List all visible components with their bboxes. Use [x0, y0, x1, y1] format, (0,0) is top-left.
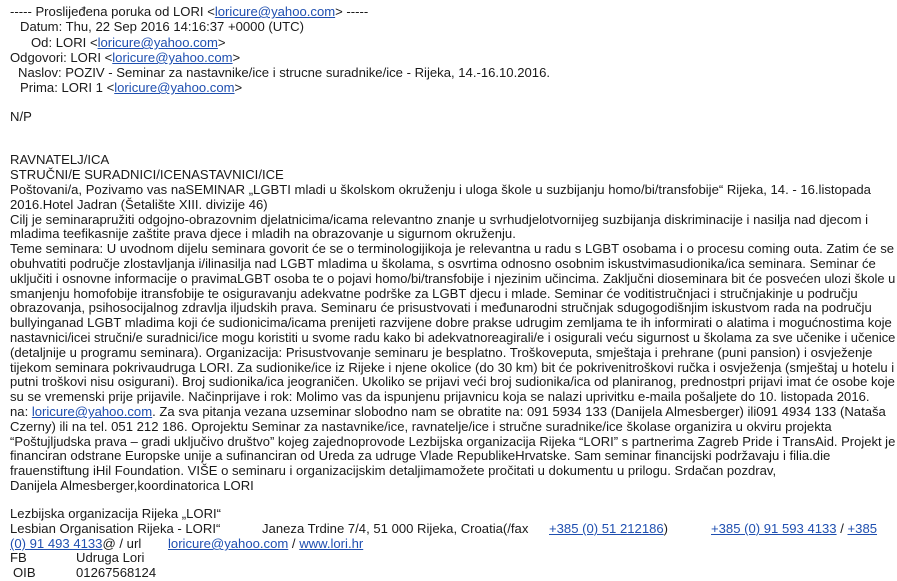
oib-label: OIB: [13, 565, 36, 580]
contact-email-link[interactable]: loricure@yahoo.com: [31, 404, 153, 419]
mobile-phone-link-2[interactable]: (0) 91 493 4133: [10, 536, 103, 551]
reply-prefix: Odgovori: LORI <: [10, 50, 113, 65]
body-line: putni troškovi nisu osigurani). Broj sudionika/ica jeograničen. Ukoliko se prijavi veći broj sudionika/ica od planiranog, prednostpri prijavi imat će osobe koje: [10, 374, 895, 389]
signature-org-en: Lesbian Organisation Rijeka - LORI“: [10, 521, 221, 536]
addressee-staff: STRUČNI/E SURADNICI/ICENASTAVNICI/ICE: [10, 167, 284, 182]
forward-prefix: ----- Proslijeđena poruka od LORI <: [10, 4, 215, 19]
reply-to-line: [10, 50, 240, 66]
body-line: frauenstiftung iHil Foundation. VIŠE o seminaru i organizacijskim detaljimamožete pročitati u dokumentu u prilogu. Srdačan pozdrav,: [10, 463, 777, 478]
body-line: su se vremenski prije prijavile. Načinprijave i rok: Molimo vas da ispunjenu prijavnicu koja se nalazi uprivitku e-maila pošaljete do 10. listopada 2016.: [10, 389, 870, 404]
date-line: Datum: Thu, 22 Sep 2016 14:16:37 +0000 (UTC): [20, 19, 304, 34]
oib-value: 01267568124: [76, 565, 157, 580]
body-line: nastavnici/icei stručni/e suradnici/ice mogu koristiti u svome radu kako bi adekvatnoreagirali/e i osigurali veću sigurnost u školama za sve učenike i učenice: [10, 330, 896, 345]
contact-suffix: . Za sva pitanja vezana uzseminar slobodno nam se obratite na: 091 5934 133 (Danijela Almesberger) ili091 4934 133 (Nataša: [152, 404, 886, 419]
body-line: Poštovani/a, Pozivamo vas naSEMINAR „LGBTI mladi u školskom okruženju i uloga škole u suzbijanju homo/bi/transfobije“ Rijeka, 14. - 16.listopada: [10, 182, 871, 197]
fax-suffix: ): [663, 521, 669, 536]
signature-org-hr: Lezbijska organizacija Rijeka „LORI“: [10, 506, 222, 521]
fax-phone-link[interactable]: +385 (0) 51 212186: [549, 521, 664, 536]
to-line: [20, 80, 242, 96]
fb-label: FB: [10, 550, 27, 565]
fb-value: Udruga Lori: [76, 550, 145, 565]
forward-header-line: [10, 4, 368, 20]
signature-mobile: [711, 521, 877, 537]
at-url-label: @ / url: [102, 536, 142, 551]
body-line: obrazovanja, psihosocijalnog zdravlja iljudskih prava. Seminaru će prisustvovati i međunarodni stručnjak sdugogodišnjim iskustvom rada na području: [10, 300, 872, 315]
body-line: Cilj je seminarapružiti odgojno-obrazovnim djelatnicima/icama relevantno znanje u svrhudjelotvornijeg suzbijanja diskriminacije i nasilja nad djecom i: [10, 212, 869, 227]
body-line: smanjenju homofobije itransfobije te osiguravanju adekvatne podrške za LGBT djecu i mlade. Seminar će voditistručnjaci i stručnjakinje u području: [10, 286, 858, 301]
body-line: Teme seminara: U uvodnom dijelu seminara govorit će se o terminologijikoja je relevantna u radu s LGBT osobama i o procesu coming outa. Zatim će se: [10, 241, 895, 256]
to-email-link[interactable]: loricure@yahoo.com: [114, 80, 235, 95]
from-email-link[interactable]: loricure@yahoo.com: [97, 35, 218, 50]
url-separator: /: [288, 536, 300, 551]
body-line: mladima teefikasnije zaštite prava djece i mladih na obrazovanje u sigurnom okruženju.: [10, 226, 516, 241]
forward-suffix: > -----: [335, 4, 369, 19]
contact-line: [10, 404, 886, 420]
subject-line: Naslov: POZIV - Seminar za nastavnike/ice i strucne suradnike/ice - Rijeka, 14.-16.10.2016.: [18, 65, 550, 80]
signature-web-line: [168, 536, 363, 552]
mobile-phone-link-2-prefix[interactable]: +385: [847, 521, 878, 536]
reply-email-link[interactable]: loricure@yahoo.com: [112, 50, 233, 65]
from-prefix: Od: LORI <: [31, 35, 98, 50]
signature-email-link[interactable]: loricure@yahoo.com: [168, 536, 289, 551]
reply-suffix: >: [232, 50, 241, 65]
mobile-phone-link-1[interactable]: +385 (0) 91 593 4133: [711, 521, 837, 536]
from-suffix: >: [217, 35, 226, 50]
body-line: tijekom seminara pokrivaudruga LORI. Za sudionike/ice iz Rijeke i njene okolice (do 30 km) bit će pokrivenitroškovi ručka i osvježenja (smještaj u hotelu i: [10, 360, 895, 375]
signoff-line: Danijela Almesberger,koordinatorica LORI: [10, 478, 254, 493]
body-line: “Poštujljudska prava – gradi uključivo društvo” kojeg zajednoprovode Lezbijska organizacija Rijeka “LORI” s partnerima Zagreb Pride i TransAid. Projekt je: [10, 434, 896, 449]
contact-prefix: na:: [10, 404, 32, 419]
to-suffix: >: [234, 80, 243, 95]
phone-separator: /: [836, 521, 848, 536]
website-link[interactable]: www.lori.hr: [299, 536, 364, 551]
addressee-principal: RAVNATELJ/ICA: [10, 152, 110, 167]
from-line: [31, 35, 226, 51]
body-line: (detaljnije u programu seminara). Organizacija: Prisustvovanje seminaru je besplatno. Troškoveputa, smještaja i prehrane (puni pansion) i osvježenje: [10, 345, 873, 360]
np-text: N/P: [10, 109, 32, 124]
to-prefix: Prima: LORI 1 <: [20, 80, 115, 95]
body-line: uključiti i osnovne informacije o pravimaLGBT osoba te o pojavi homo/bi/transfobije i njezinim učincima. Zaključni dioseminara bit će posvećen ulozi škole u: [10, 271, 896, 286]
signature-fax: [549, 521, 668, 537]
body-line: 2016.Hotel Jadran (Šetalište XIII. divizije 46): [10, 197, 268, 212]
body-line: Czerny) ili na tel. 051 212 186. Oprojektu Seminar za nastavnike/ice, ravnatelje/ice i stručne suradnike/ice školase organizira u okviru projekta: [10, 419, 832, 434]
forward-email-link[interactable]: loricure@yahoo.com: [214, 4, 336, 19]
body-line: bullyinganad LGBT mladima koji će sudionicima/icama prenijeti razvijene dobre prakse udrugim zemljama te ih informirati o alatima i mogućnostima koje: [10, 315, 892, 330]
body-line: financiran odstrane Europske unije a sufinanciran od Ureda za udruge Vlade RepublikeHrvatske. Sam seminar financijski podržavaju i filia.die: [10, 448, 831, 463]
signature-address: Janeza Trdine 7/4, 51 000 Rijeka, Croatia(/fax: [262, 521, 529, 536]
body-line: obuhvatiti područje zlostavljanja i/ilinasilja nad LGBT mladima u školama, s osvrtima odnosno osobnim iskustvimasudionika/ica seminara. Seminar će: [10, 256, 876, 271]
